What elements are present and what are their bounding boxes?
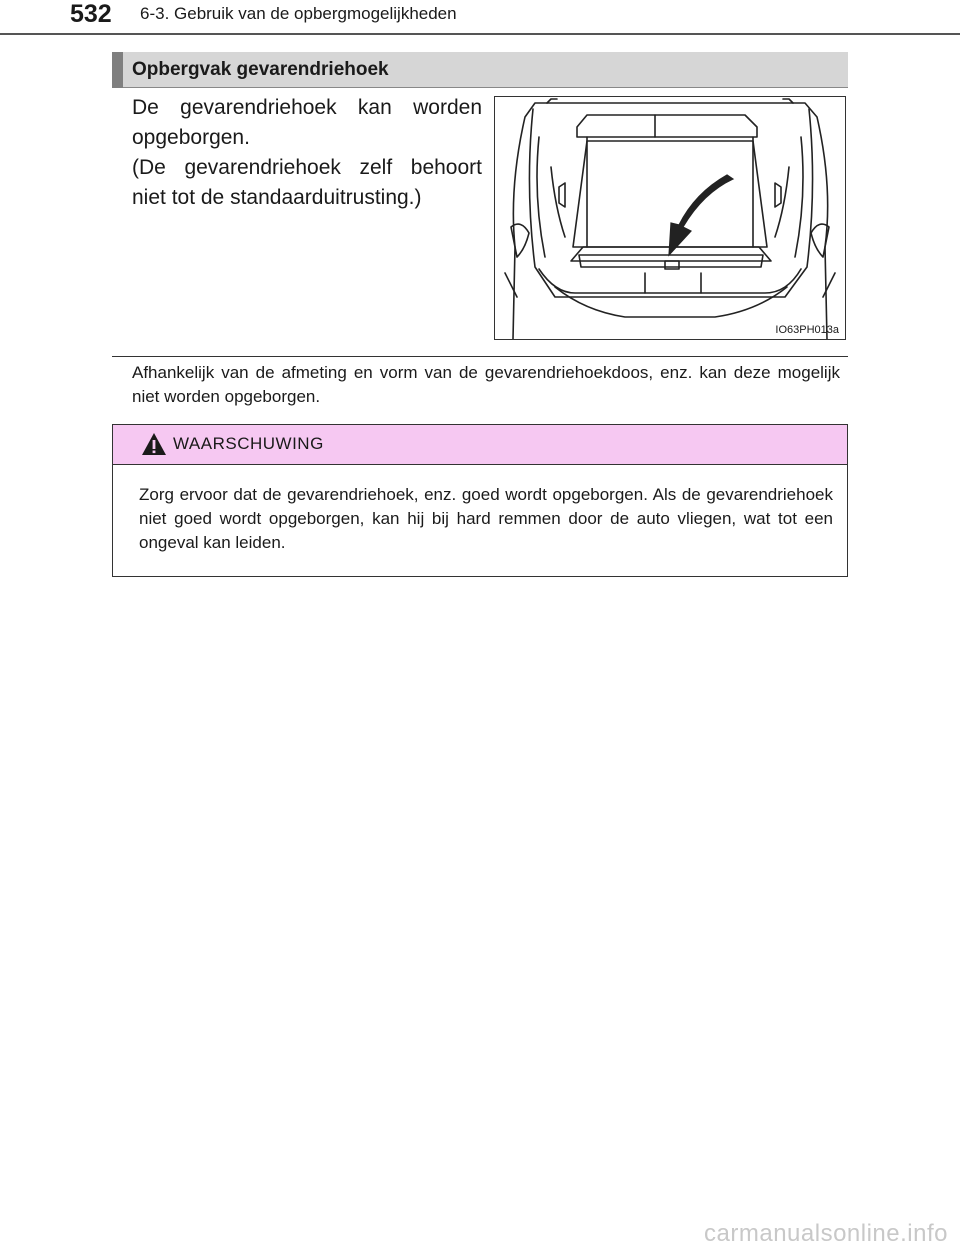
intro-line-2: (De gevarendriehoek zelf behoort niet tot de standaarduitrusting.) <box>132 156 482 209</box>
intro-line-1: De gevarendriehoek kan worden opgeborgen. <box>132 96 482 149</box>
section-accent <box>112 52 123 88</box>
section-title: Opbergvak gevarendriehoek <box>132 59 389 80</box>
warning-text: Zorg ervoor dat de gevarendriehoek, enz. goed wordt opgeborgen. Als de gevarendriehoek niet goed wordt opgeborgen, kan hij bij hard remmen door de auto vliegen, wat tot een ongeval kan leiden. <box>139 485 833 552</box>
page-number: 532 <box>70 0 112 28</box>
header-divider <box>0 33 960 35</box>
figure-code: IO63PH013a <box>775 324 839 336</box>
chapter-title: 6-3. Gebruik van de opbergmogelijkheden <box>140 4 457 23</box>
luggage-compartment-illustration <box>495 97 845 339</box>
note-divider <box>112 356 848 357</box>
warning-box <box>112 424 848 577</box>
warning-header <box>113 425 847 465</box>
intro-text <box>132 93 482 213</box>
warning-label: WAARSCHUWING <box>173 434 324 453</box>
warning-triangle-icon <box>141 431 167 457</box>
luggage-compartment-figure <box>494 96 846 340</box>
note-text: Afhankelijk van de afmeting en vorm van de gevarendriehoekdoos, enz. kan deze mogelijk niet worden opgeborgen. <box>132 363 840 406</box>
watermark: carmanualsonline.info <box>704 1220 948 1247</box>
section-heading-bar <box>112 52 848 88</box>
